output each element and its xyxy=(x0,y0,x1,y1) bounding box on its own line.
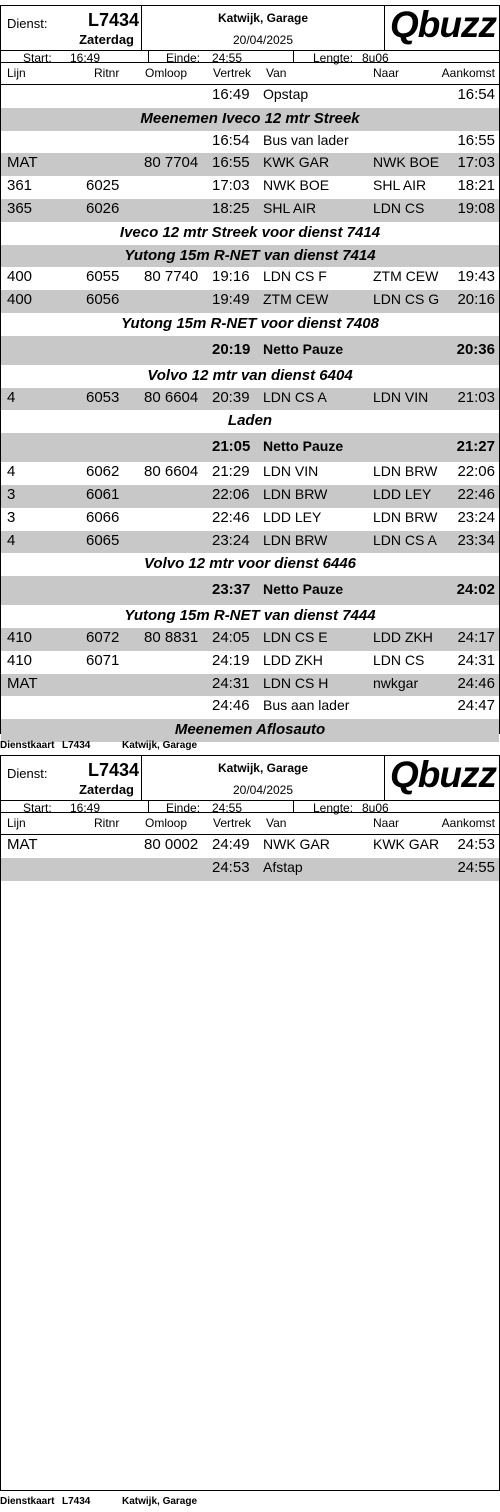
van-cell: Bus van lader xyxy=(263,131,349,148)
omloop-cell: 80 7740 xyxy=(144,268,199,286)
col-naar: Naar xyxy=(373,66,400,80)
ritnr-cell: 6053 xyxy=(86,388,120,406)
trip-row xyxy=(1,176,499,199)
trip-row xyxy=(1,628,499,651)
trip-row xyxy=(1,858,499,881)
omloop-cell: 80 6604 xyxy=(144,463,199,481)
date-value: 20/04/2025 xyxy=(232,33,294,47)
vertrek-cell: 24:19 xyxy=(212,651,250,669)
duty-header xyxy=(1,756,499,813)
aankomst-cell: 21:27 xyxy=(456,438,495,456)
aankomst-cell: 24:46 xyxy=(457,674,495,692)
duty-card-page-2 xyxy=(0,755,500,1491)
naar-cell: ZTM CEW xyxy=(373,268,439,285)
start-value: 16:49 xyxy=(70,51,101,65)
footer-dienst: L7434 xyxy=(62,1496,91,1507)
lijn-cell: 365 xyxy=(7,199,33,217)
lijn-cell: 4 xyxy=(7,531,16,549)
vertrek-cell: 16:55 xyxy=(212,154,250,172)
section-title-row xyxy=(1,313,499,336)
col-omloop: Omloop xyxy=(145,66,188,80)
aankomst-cell: 22:06 xyxy=(457,463,495,481)
vertrek-cell: 16:54 xyxy=(212,131,250,149)
naar-cell: LDN CS A xyxy=(373,531,437,548)
schedule-rows xyxy=(1,85,499,742)
vertrek-cell: 19:49 xyxy=(212,291,250,309)
trip-row xyxy=(1,267,499,290)
einde-label: Einde: xyxy=(166,51,201,65)
col-naar: Naar xyxy=(373,816,400,830)
aankomst-cell: 17:03 xyxy=(457,154,495,172)
aankomst-cell: 24:17 xyxy=(457,628,495,646)
col-vertrek: Vertrek xyxy=(213,816,252,830)
ritnr-cell: 6056 xyxy=(86,291,120,309)
dienst-number: L7434 xyxy=(87,10,139,30)
van-cell: LDN BRW xyxy=(263,485,328,502)
trip-row xyxy=(1,696,499,719)
col-aankomst: Aankomst xyxy=(441,816,495,830)
lijn-cell: MAT xyxy=(7,154,38,172)
naar-cell: LDN CS xyxy=(373,199,425,216)
aankomst-cell: 24:55 xyxy=(457,858,495,876)
vertrek-cell: 16:49 xyxy=(212,86,250,103)
aankomst-cell: 16:55 xyxy=(457,131,495,149)
pause-label: Netto Pauze xyxy=(263,581,344,598)
vertrek-cell: 24:31 xyxy=(212,674,250,692)
omloop-cell: 80 7704 xyxy=(144,154,199,172)
van-cell: NWK GAR xyxy=(263,836,330,852)
column-header xyxy=(1,813,499,835)
ritnr-cell: 6025 xyxy=(86,177,120,195)
lengte-value: 8u06 xyxy=(362,51,389,65)
section-title-row xyxy=(1,108,499,131)
aankomst-cell: 24:47 xyxy=(457,697,495,715)
lengte-value: 8u06 xyxy=(362,801,389,815)
omloop-cell: 80 0002 xyxy=(144,836,199,853)
column-header xyxy=(1,63,499,85)
col-van: Van xyxy=(266,66,287,80)
naar-cell: SHL AIR xyxy=(373,177,427,194)
trip-row xyxy=(1,531,499,554)
start-label: Start: xyxy=(23,801,52,815)
col-lijn: Lijn xyxy=(7,66,26,80)
van-cell: LDN VIN xyxy=(263,463,319,480)
trip-row xyxy=(1,508,499,531)
footer-garage: Katwijk, Garage xyxy=(122,1496,198,1507)
aankomst-cell: 18:21 xyxy=(457,177,495,195)
naar-cell: LDN BRW xyxy=(373,508,438,525)
pause-row xyxy=(1,576,499,605)
section-title: Yutong 15m R-NET van dienst 7414 xyxy=(124,246,376,264)
section-title: Yutong 15m R-NET van dienst 7444 xyxy=(124,607,376,625)
naar-cell: LDN CS G xyxy=(373,291,440,308)
vertrek-cell: 24:53 xyxy=(212,858,250,876)
footer-dienst: L7434 xyxy=(62,740,91,751)
duty-header xyxy=(1,6,499,63)
aankomst-cell: 19:08 xyxy=(457,199,495,217)
day-label: Zaterdag xyxy=(79,782,134,797)
van-cell: LDD LEY xyxy=(263,508,322,525)
garage-name: Katwijk, Garage xyxy=(217,761,309,775)
section-title-row xyxy=(1,719,499,742)
section-title: Meenemen Aflosauto xyxy=(174,721,326,739)
lijn-cell: 400 xyxy=(7,291,33,309)
qbuzz-logo: Qbuzz xyxy=(390,754,496,795)
trip-row xyxy=(1,485,499,508)
col-aankomst: Aankomst xyxy=(441,66,495,80)
dienst-number: L7434 xyxy=(87,760,139,780)
van-cell: Bus aan lader xyxy=(263,697,350,714)
lijn-cell: 410 xyxy=(7,628,33,646)
col-ritnr: Ritnr xyxy=(94,66,120,80)
pause-row xyxy=(1,433,499,462)
van-cell: ZTM CEW xyxy=(263,291,329,308)
start-value: 16:49 xyxy=(70,801,101,815)
naar-cell: LDD LEY xyxy=(373,485,432,502)
vertrek-cell: 22:46 xyxy=(212,508,250,526)
col-van: Van xyxy=(266,816,287,830)
van-cell: LDN CS H xyxy=(263,674,329,691)
day-label: Zaterdag xyxy=(79,32,134,47)
vertrek-cell: 21:05 xyxy=(212,438,251,456)
aankomst-cell: 24:02 xyxy=(456,581,495,599)
ritnr-cell: 6061 xyxy=(86,485,120,503)
einde-label: Einde: xyxy=(166,801,201,815)
lijn-cell: 3 xyxy=(7,485,16,503)
naar-cell: nwkgar xyxy=(373,674,419,691)
section-title: Yutong 15m R-NET voor dienst 7408 xyxy=(121,314,379,332)
omloop-cell: 80 8831 xyxy=(144,628,199,646)
garage-name: Katwijk, Garage xyxy=(217,11,309,25)
aankomst-cell: 22:46 xyxy=(457,485,495,503)
ritnr-cell: 6065 xyxy=(86,531,120,549)
vertrek-cell: 20:39 xyxy=(212,388,250,406)
van-cell: SHL AIR xyxy=(263,199,317,216)
van-cell: NWK BOE xyxy=(263,177,330,194)
lengte-label: Lengte: xyxy=(313,51,354,65)
col-vertrek: Vertrek xyxy=(213,66,252,80)
ritnr-cell: 6055 xyxy=(86,268,120,286)
naar-cell: LDN BRW xyxy=(373,463,438,480)
aankomst-cell: 20:36 xyxy=(456,340,495,358)
col-lijn: Lijn xyxy=(7,816,26,830)
vertrek-cell: 20:19 xyxy=(212,340,251,358)
col-ritnr: Ritnr xyxy=(94,816,120,830)
ritnr-cell: 6062 xyxy=(86,463,120,481)
ritnr-cell: 6066 xyxy=(86,508,120,526)
van-cell: LDN CS F xyxy=(263,268,327,285)
pause-label: Netto Pauze xyxy=(263,340,344,357)
lijn-cell: MAT xyxy=(7,674,38,692)
aankomst-cell: 19:43 xyxy=(457,268,495,286)
lijn-cell: 361 xyxy=(7,177,33,195)
pause-row xyxy=(1,336,499,365)
naar-cell: LDN CS xyxy=(373,651,425,668)
trip-row xyxy=(1,462,499,485)
lijn-cell: 4 xyxy=(7,463,16,481)
footer-garage: Katwijk, Garage xyxy=(122,740,198,751)
vertrek-cell: 17:03 xyxy=(212,177,250,195)
section-title-row xyxy=(1,553,499,576)
trip-row xyxy=(1,674,499,697)
vertrek-cell: 21:29 xyxy=(212,463,250,481)
trip-row xyxy=(1,388,499,411)
trip-row xyxy=(1,153,499,176)
naar-cell: LDN VIN xyxy=(373,388,429,405)
lijn-cell: 3 xyxy=(7,508,16,526)
section-title-row xyxy=(1,410,499,433)
section-title-row xyxy=(1,605,499,628)
vertrek-cell: 19:16 xyxy=(212,268,250,286)
section-title-row xyxy=(1,245,499,268)
date-value: 20/04/2025 xyxy=(232,783,294,797)
aankomst-cell: 24:53 xyxy=(457,836,495,853)
aankomst-cell: 23:24 xyxy=(457,508,495,526)
van-cell: Afstap xyxy=(263,858,303,875)
van-cell: LDN BRW xyxy=(263,531,328,548)
ritnr-cell: 6072 xyxy=(86,628,120,646)
naar-cell: NWK BOE xyxy=(373,154,440,171)
section-title: Iveco 12 mtr Streek voor dienst 7414 xyxy=(119,223,381,241)
vertrek-cell: 23:24 xyxy=(212,531,250,549)
section-title-row xyxy=(1,222,499,245)
vertrek-cell: 24:49 xyxy=(212,836,250,853)
duty-card-page-1 xyxy=(0,4,500,739)
omloop-cell: 80 6604 xyxy=(144,388,199,406)
pause-label: Netto Pauze xyxy=(263,438,344,455)
trip-row xyxy=(1,290,499,313)
lijn-cell: 410 xyxy=(7,651,33,669)
aankomst-cell: 24:31 xyxy=(457,651,495,669)
section-title: Volvo 12 mtr voor dienst 6446 xyxy=(143,555,357,573)
van-cell: KWK GAR xyxy=(263,154,330,171)
van-cell: LDD ZKH xyxy=(263,651,323,668)
einde-value: 24:55 xyxy=(212,51,243,65)
trip-row xyxy=(1,199,499,222)
vertrek-cell: 18:25 xyxy=(212,199,250,217)
van-cell: Opstap xyxy=(263,86,309,102)
lijn-cell: MAT xyxy=(7,836,38,853)
trip-row xyxy=(1,85,499,108)
lijn-cell: 4 xyxy=(7,388,16,406)
aankomst-cell: 16:54 xyxy=(457,86,495,103)
vertrek-cell: 23:37 xyxy=(212,581,251,599)
start-label: Start: xyxy=(23,51,52,65)
section-title: Laden xyxy=(227,412,273,430)
einde-value: 24:55 xyxy=(212,801,243,815)
vertrek-cell: 24:46 xyxy=(212,697,250,715)
section-title: Meenemen Iveco 12 mtr Streek xyxy=(140,109,360,127)
qbuzz-logo: Qbuzz xyxy=(390,4,496,45)
section-title: Volvo 12 mtr van dienst 6404 xyxy=(147,366,353,384)
aankomst-cell: 23:34 xyxy=(457,531,495,549)
aankomst-cell: 21:03 xyxy=(457,388,495,406)
aankomst-cell: 20:16 xyxy=(457,291,495,309)
ritnr-cell: 6026 xyxy=(86,199,120,217)
trip-row xyxy=(1,131,499,154)
naar-cell: LDD ZKH xyxy=(373,628,433,645)
dienst-label: Dienst: xyxy=(7,16,48,31)
lengte-label: Lengte: xyxy=(313,801,354,815)
lijn-cell: 400 xyxy=(7,268,33,286)
van-cell: LDN CS A xyxy=(263,388,327,405)
van-cell: LDN CS E xyxy=(263,628,328,645)
dienst-label: Dienst: xyxy=(7,766,48,781)
vertrek-cell: 22:06 xyxy=(212,485,250,503)
trip-row xyxy=(1,835,499,858)
naar-cell: KWK GAR xyxy=(373,836,440,852)
vertrek-cell: 24:05 xyxy=(212,628,250,646)
schedule-rows xyxy=(1,835,499,881)
col-omloop: Omloop xyxy=(145,816,188,830)
trip-row xyxy=(1,651,499,674)
footer-label: Dienstkaart xyxy=(0,1496,55,1507)
ritnr-cell: 6071 xyxy=(86,651,120,669)
section-title-row xyxy=(1,365,499,388)
footer-label: Dienstkaart xyxy=(0,740,55,751)
